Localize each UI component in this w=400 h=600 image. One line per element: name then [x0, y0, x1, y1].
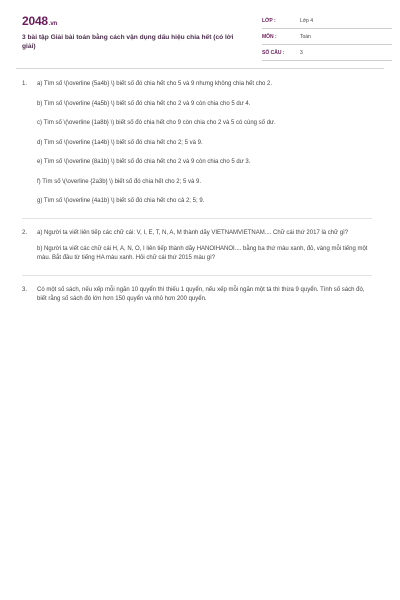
- question-divider: [22, 275, 372, 276]
- question-3: [22, 286, 372, 304]
- question-number: 3.: [22, 287, 28, 293]
- question-item: a) Người ta viết liên tiếp các chữ cái: V, I, E, T, N, A, M thành dãy VIETNAMVIETNAM.... Chữ cái thứ 2017 là chữ gì?: [37, 230, 349, 236]
- logo-text: 2048: [22, 14, 48, 28]
- meta-row-subject: [262, 32, 392, 45]
- meta-label: MÔN :: [262, 34, 277, 40]
- meta-row-grade: [262, 16, 392, 29]
- question-body: [37, 229, 372, 263]
- document-meta: [262, 16, 392, 64]
- header-divider: [16, 68, 384, 69]
- meta-value: Lớp 4: [300, 18, 314, 24]
- question-2: [22, 229, 372, 263]
- question-item: f) Tìm số \(\overline {2a3b} \) biết số đó chia hết cho 2; 5 và 9.: [37, 178, 201, 185]
- question-number: 2.: [22, 230, 28, 236]
- meta-value: Toán: [300, 34, 311, 40]
- question-item: d) Tìm số \(\overline {1a4b} \) biết số đó chia hết cho 2; 5 và 9.: [37, 139, 203, 146]
- question-divider: [22, 218, 372, 219]
- question-item: Có một số sách, nếu xếp mỗi ngăn 10 quyển thì thiếu 1 quyển, nếu xếp mỗi ngăn một tá thì thừa 9 quyển. Tính số sách đó, biết rằng số sách đó lớn hơn 150 quyển và nhỏ hơn 200 quyển.: [37, 287, 365, 302]
- question-item: e) Tìm số \(\overline {8a1b} \) biết số đó chia hết cho 2 và 9 còn chia cho 5 dư 3.: [37, 159, 251, 165]
- question-body: [37, 80, 372, 206]
- logo-suffix: .vn: [48, 21, 57, 27]
- question-list: [22, 80, 372, 316]
- question-item: g) Tìm số \(\overline {4a1b} \) biết số đó chia hết cho cả 2; 5; 9.: [37, 198, 205, 204]
- meta-label: LỚP :: [262, 18, 276, 24]
- question-1: [22, 80, 372, 206]
- meta-label: SỐ CÂU :: [262, 50, 285, 56]
- meta-value: 3: [300, 50, 303, 56]
- question-item: c) Tìm số \(\overline {1a8b} \) biết số đó chia hết cho 9 còn chia cho 2 và 5 có cùng số dư.: [37, 120, 276, 126]
- question-body: [37, 286, 372, 304]
- question-item: a) Tìm số \(\overline {5a4b} \) biết số đó chia hết cho 5 và 9 nhưng không chia hết cho 2.: [37, 81, 273, 87]
- meta-row-question-count: [262, 48, 392, 61]
- site-logo[interactable]: [22, 14, 57, 28]
- question-item: b) Tìm số \(\overline {4a5b} \) biết số đó chia hết cho 2 và 9 còn chia cho 5 dư 4.: [37, 100, 251, 107]
- document-title: 3 bài tập Giải bài toán bằng cách vận dụng dấu hiệu chia hết (có lời giải): [22, 34, 234, 50]
- question-number: 1.: [22, 81, 28, 87]
- document-header: [16, 14, 384, 62]
- question-item: b) Người ta viết các chữ cái H, A, N, O, I liên tiếp thành dãy HANOIHANOI.... bằng ba thứ màu xanh, đỏ, vàng mỗi tiếng một màu. Bắt đầu từ tiếng HA màu xanh. Hỏi chữ cái thứ 2015 màu gì?: [37, 246, 368, 261]
